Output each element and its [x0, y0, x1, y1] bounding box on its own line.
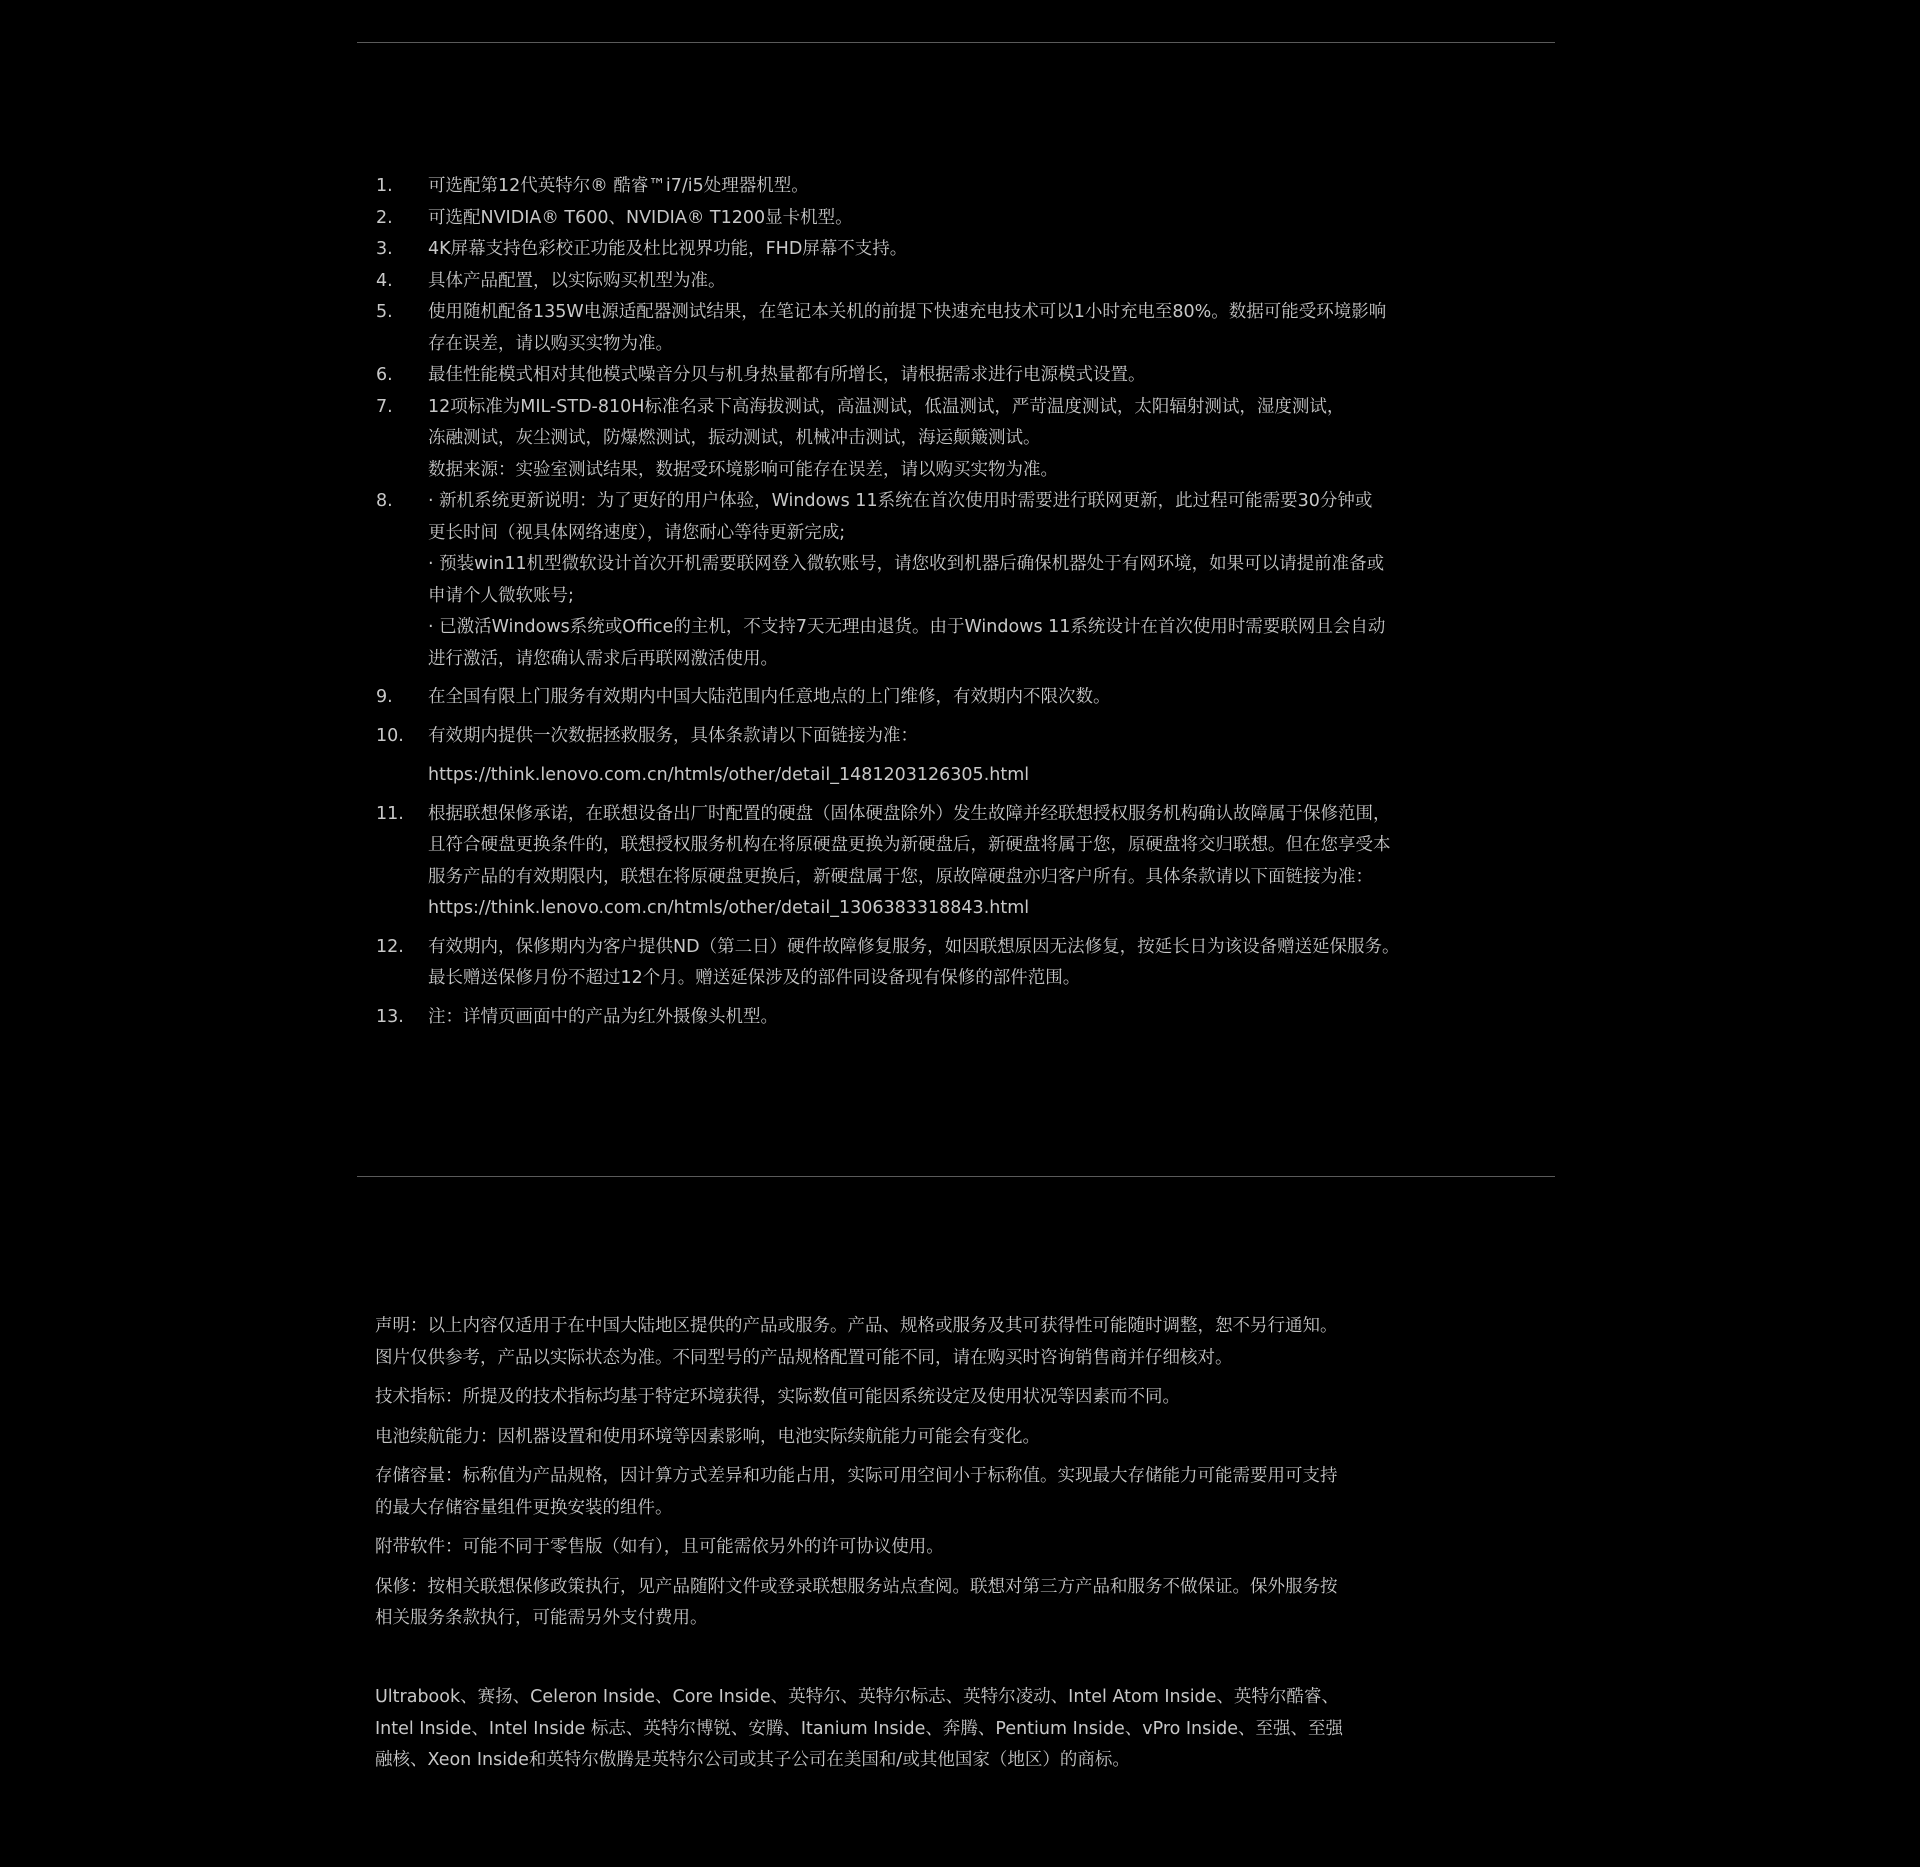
footnote-line: 进行激活，请您确认需求后再联网激活使用。 [428, 648, 778, 669]
footnote-line: 数据来源：实验室测试结果，数据受环境影响可能存在误差，请以购买实物为准。 [428, 459, 1058, 480]
footnote-item [376, 266, 1496, 298]
footnote-text [428, 799, 1496, 925]
footnote-line: 有效期内提供一次数据拯救服务，具体条款请以下面链接为准： [428, 725, 918, 746]
disclaimer-paragraph [375, 1382, 1485, 1414]
footnote-line: · 新机系统更新说明：为了更好的用户体验，Windows 11系统在首次使用时需要进行联网更新，此过程可能需要30分钟或 [428, 491, 1373, 511]
footnote-text [428, 1002, 1496, 1034]
footnote-line: 服务产品的有效期限内，联想在将原硬盘更换后，新硬盘属于您，原故障硬盘亦归客户所有。具体条款请以下面链接为准： [428, 866, 1373, 887]
footnote-list [376, 171, 1496, 1033]
footnote-link[interactable]: https://think.lenovo.com.cn/htmls/other/detail_1306383318843.html [428, 898, 1030, 918]
disclaimer-paragraph [375, 1311, 1485, 1374]
footnote-line: 最长赠送保修月份不超过12个月。赠送延保涉及的部件同设备现有保修的部件范围。 [428, 968, 1081, 988]
footnote-item [376, 392, 1496, 487]
footnote-line: 冻融测试，灰尘测试，防爆燃测试，振动测试，机械冲击测试，海运颠簸测试。 [428, 428, 1041, 448]
disclaimer-line: 图片仅供参考，产品以实际状态为准。不同型号的产品规格配置可能不同，请在购买时咨询销售商并仔细核对。 [375, 1347, 1233, 1368]
footnote-number: 2. [376, 207, 393, 228]
disclaimer-line: 保修：按相关联想保修政策执行，见产品随附文件或登录联想服务站点查阅。联想对第三方产品和服务不做保证。保外服务按 [375, 1576, 1338, 1597]
footnote-line: · 已激活Windows系统或Office的主机，不支持7天无理由退货。由于Windows 11系统设计在首次使用时需要联网且会自动 [428, 617, 1386, 637]
footnote-number: 13. [376, 1006, 404, 1027]
trademark-notice [375, 1682, 1485, 1777]
footnote-number: 1. [376, 176, 393, 196]
footnote-number: 3. [376, 239, 393, 259]
footnote-text [428, 171, 1496, 203]
footnote-number: 8. [376, 491, 393, 511]
disclaimer-paragraph [375, 1532, 1485, 1564]
disclaimer-line: 技术指标：所提及的技术指标均基于特定环境获得，实际数值可能因系统设定及使用状况等因素而不同。 [375, 1387, 1180, 1407]
divider-top [357, 42, 1555, 43]
footnote-text [428, 266, 1496, 298]
footnote-text [428, 360, 1496, 392]
footnote-line: 具体产品配置，以实际购买机型为准。 [428, 270, 726, 291]
footnote-item [376, 932, 1496, 995]
disclaimer-line: 附带软件：可能不同于零售版（如有），且可能需依另外的许可协议使用。 [375, 1537, 944, 1557]
disclaimer-paragraph [375, 1572, 1485, 1635]
footnote-text [428, 682, 1496, 714]
footnote-item [376, 682, 1496, 714]
footnote-text [428, 486, 1496, 675]
footnote-item [376, 486, 1496, 675]
disclaimer-line: 存储容量：标称值为产品规格，因计算方式差异和功能占用，实际可用空间小于标称值。实现最大存储能力可能需要用可支持 [375, 1466, 1338, 1486]
disclaimer-paragraph [375, 1461, 1485, 1524]
footnote-number: 6. [376, 365, 393, 385]
trademark-line: 融核、Xeon Inside和英特尔傲腾是英特尔公司或其子公司在美国和/或其他国家（地区）的商标。 [375, 1750, 1130, 1770]
footnote-line: 有效期内，保修期内为客户提供ND（第二日）硬件故障修复服务，如因联想原因无法修复，按延长日为该设备赠送延保服务。 [428, 936, 1400, 957]
footnote-line: 更长时间（视具体网络速度），请您耐心等待更新完成; [428, 522, 846, 543]
disclaimer-line: 相关服务条款执行，可能需另外支付费用。 [375, 1608, 708, 1628]
footnote-line: 使用随机配备135W电源适配器测试结果，在笔记本关机的前提下快速充电技术可以1小时充电至80%。数据可能受环境影响 [428, 302, 1387, 322]
footnote-number: 10. [376, 725, 404, 746]
footnote-item [376, 203, 1496, 235]
disclaimer-section [375, 1311, 1485, 1643]
footnote-number: 12. [376, 936, 404, 957]
footnote-text [428, 392, 1496, 487]
footnote-line: 在全国有限上门服务有效期内中国大陆范围内任意地点的上门维修，有效期内不限次数。 [428, 687, 1111, 707]
footnote-line: 最佳性能模式相对其他模式噪音分贝与机身热量都有所增长，请根据需求进行电源模式设置。 [428, 365, 1146, 385]
footnote-text [428, 234, 1496, 266]
disclaimer-line: 声明：以上内容仅适用于在中国大陆地区提供的产品或服务。产品、规格或服务及其可获得性可能随时调整，恕不另行通知。 [375, 1316, 1338, 1336]
footnote-item [376, 171, 1496, 203]
disclaimer-line: 的最大存储容量组件更换安装的组件。 [375, 1497, 673, 1518]
footnote-text [428, 203, 1496, 235]
footnote-line: 可选配NVIDIA® T600、NVIDIA® T1200显卡机型。 [428, 207, 853, 228]
footnote-line: 根据联想保修承诺，在联想设备出厂时配置的硬盘（固体硬盘除外）发生故障并经联想授权服务机构确认故障属于保修范围， [428, 803, 1391, 824]
footnote-line: 4K屏幕支持色彩校正功能及杜比视界功能，FHD屏幕不支持。 [428, 239, 908, 259]
footnote-line: 12项标准为MIL-STD-810H标准名录下高海拔测试，高温测试，低温测试，严苛温度测试，太阳辐射测试，湿度测试， [428, 396, 1345, 417]
footnote-text [428, 297, 1496, 360]
footnote-number: 9. [376, 687, 393, 707]
disclaimer-line: 电池续航能力：因机器设置和使用环境等因素影响，电池实际续航能力可能会有变化。 [375, 1426, 1040, 1447]
footnote-text [428, 932, 1496, 995]
footnote-text [428, 721, 1496, 792]
disclaimer-paragraph [375, 1422, 1485, 1454]
footnote-number: 5. [376, 302, 393, 322]
footnote-number: 4. [376, 270, 393, 291]
footnote-item [376, 360, 1496, 392]
footnote-line: 存在误差，请以购买实物为准。 [428, 333, 673, 354]
footnote-item [376, 297, 1496, 360]
footnote-number: 11. [376, 803, 404, 824]
footnote-line: · 预装win11机型微软设计首次开机需要联网登入微软账号，请您收到机器后确保机器处于有网环境，如果可以请提前准备或 [428, 554, 1385, 574]
footnote-item [376, 721, 1496, 792]
footnote-link[interactable]: https://think.lenovo.com.cn/htmls/other/detail_1481203126305.html [428, 765, 1030, 785]
footnote-number: 7. [376, 396, 393, 417]
footnote-line: 申请个人微软账号; [428, 585, 574, 606]
footnote-line: 注：详情页画面中的产品为红外摄像头机型。 [428, 1006, 778, 1027]
trademark-line: Ultrabook、赛扬、Celeron Inside、Core Inside、英特尔、英特尔标志、英特尔凌动、Intel Atom Inside、英特尔酷睿、 [375, 1687, 1339, 1707]
footnote-line: 且符合硬盘更换条件的，联想授权服务机构在将原硬盘更换为新硬盘后，新硬盘将属于您，原硬盘将交归联想。但在您享受本 [428, 835, 1391, 855]
footnote-item [376, 799, 1496, 925]
divider-middle [357, 1176, 1555, 1177]
footnote-line: 可选配第12代英特尔® 酷睿™i7/i5处理器机型。 [428, 176, 809, 196]
footnote-item [376, 234, 1496, 266]
trademark-line: Intel Inside、Intel Inside 标志、英特尔博锐、安腾、Itanium Inside、奔腾、Pentium Inside、vPro Inside、至强、至强 [375, 1718, 1344, 1739]
footnote-item [376, 1002, 1496, 1034]
